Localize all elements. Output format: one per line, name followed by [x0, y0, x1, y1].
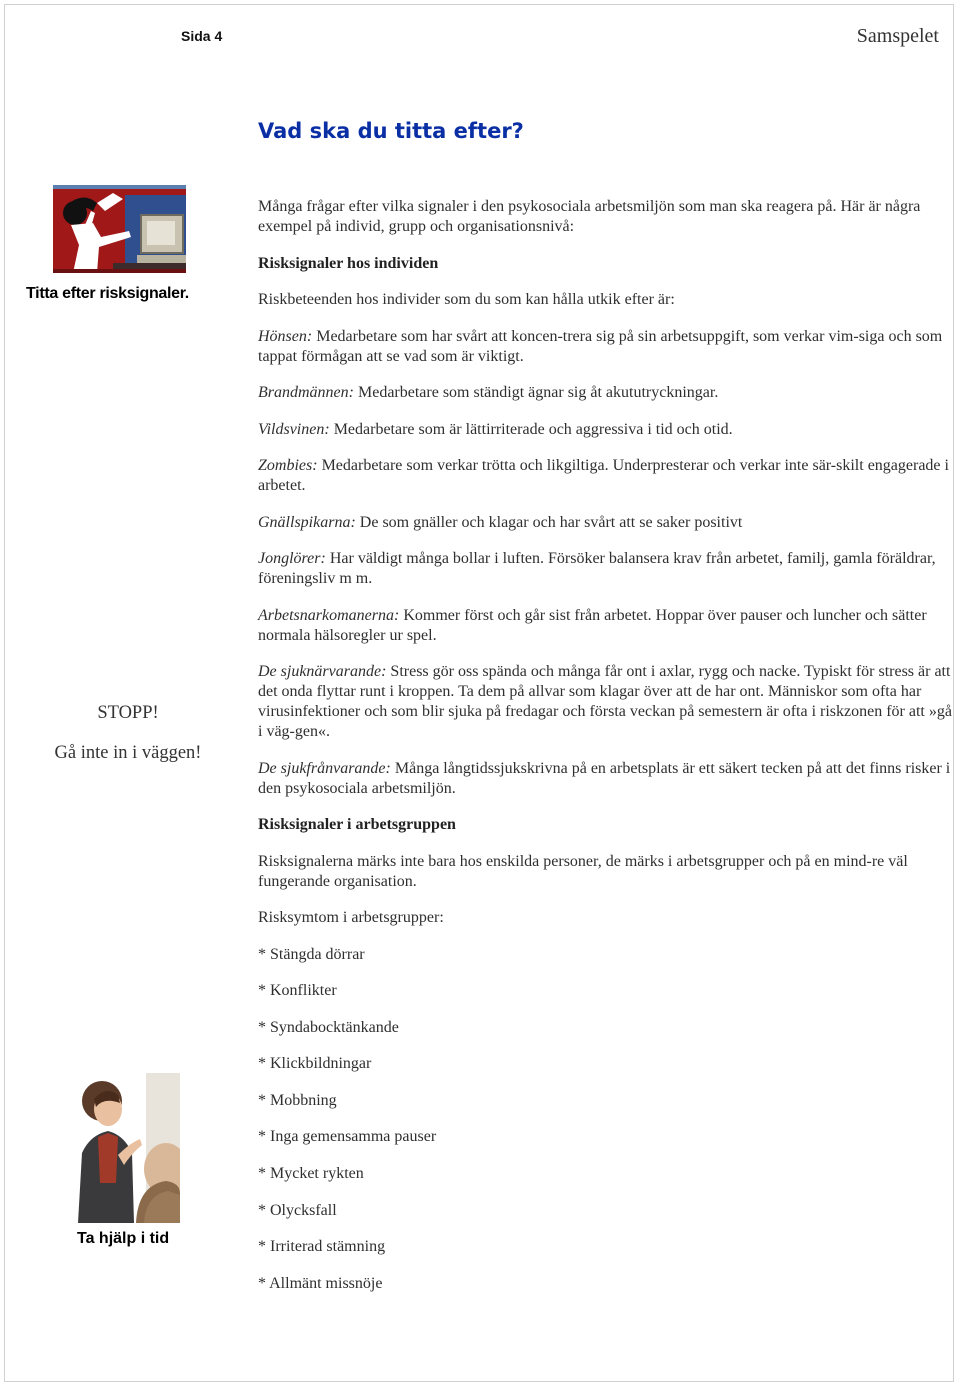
symptom-item: * Allmänt missnöje — [258, 1274, 383, 1292]
risk-term: Zombies: — [258, 457, 318, 474]
page-number: Sida 4 — [181, 28, 223, 44]
risk-description: De som gnäller och klagar och har svårt att se saker positivt — [355, 513, 743, 531]
risk-item — [258, 456, 952, 496]
group-paragraph: Risksignalerna märks inte bara hos enskilda personer, de märks i arbetsgrupper och på en mind-re väl fungerande organisation. — [258, 852, 908, 890]
main-content — [258, 197, 952, 1310]
side-note — [28, 693, 228, 773]
symptom-item: * Olycksfall — [258, 1201, 337, 1219]
risk-term: Vildsvinen: — [258, 420, 330, 438]
risk-term: De sjukfrånvarande: — [258, 759, 391, 777]
symptom-item: * Stängda dörrar — [258, 945, 365, 963]
section-lead-individual: Riskbeteenden hos individer som du som kan hålla utkik efter är: — [258, 291, 675, 308]
risk-item — [258, 513, 952, 533]
risk-item — [258, 549, 952, 589]
risk-item — [258, 759, 952, 799]
section-title-group: Risksignaler i arbetsgruppen — [258, 816, 456, 833]
risk-term: Jonglörer: — [258, 550, 326, 567]
section-title-individual: Risksignaler hos individen — [258, 254, 439, 272]
symptom-item: * Mycket rykten — [258, 1165, 364, 1183]
risk-term: De sjuknärvarande: — [258, 663, 387, 680]
symptom-item: * Inga gemensamma pauser — [258, 1128, 437, 1146]
risk-term: Gnällspikarna: — [258, 513, 356, 531]
risk-term: Brandmännen: — [258, 384, 354, 401]
conversation-photo — [74, 1073, 180, 1223]
risk-description: Medarbetare som har svårt att koncen-trera sig på sin arbetsuppgift, som verkar vim-siga och som tappat förmågan att se vad som är viktigt. — [258, 327, 943, 365]
risk-item — [258, 606, 952, 646]
risk-description: Medarbetare som verkar trötta och likgiltiga. Underpresterar och verkar inte sär-skilt engagerade i arbetet. — [258, 457, 949, 494]
risk-term: Hönsen: — [258, 327, 313, 345]
publication-title: Samspelet — [856, 25, 939, 47]
risk-item — [258, 327, 952, 367]
intro-paragraph: Många frågar efter vilka signaler i den psykosociala arbetsmiljön som man ska reagera på. Här är några exempel på individ, grupp och organisationsnivå: — [258, 198, 921, 235]
risk-description: Har väldigt många bollar i luften. Försöker balansera krav från arbetet, familj, gamla föräldrar, föreningsliv m m. — [258, 550, 936, 587]
symptom-item: * Irriterad stämning — [258, 1238, 386, 1256]
risk-item — [258, 420, 952, 440]
group-lead: Risksymtom i arbetsgrupper: — [258, 909, 444, 926]
page-heading: Vad ska du titta efter? — [258, 119, 524, 143]
symptom-list — [258, 945, 952, 1294]
risk-description: Stress gör oss spända och många får ont i axlar, rygg och nacke. Typiskt för stress är att det onda flyttar runt i kroppen. Ta dem på allvar som klagar över att de har ont. Människor som ofta har virusinfektioner och som blir sjuka på fredagar och första veckan på semestern är ofta i riskzonen för att »gå i väg-gen«. — [258, 663, 952, 740]
risk-description: Medarbetare som är lättirriterade och aggressiva i tid och otid. — [329, 420, 733, 438]
symptom-item: * Syndabocktänkande — [258, 1018, 399, 1036]
symptom-item: * Klickbildningar — [258, 1055, 372, 1073]
risk-term: Arbetsnarkomanerna: — [258, 606, 400, 624]
image-caption-get-help: Ta hjälp i tid — [77, 1230, 170, 1247]
side-note-line2: Gå inte in i väggen! — [54, 743, 202, 763]
symptom-item: * Konflikter — [258, 982, 337, 1000]
symptom-item: * Mobbning — [258, 1091, 337, 1109]
stressed-worker-illustration — [53, 185, 186, 273]
side-note-line1: STOPP! — [97, 703, 159, 723]
risk-description: Många långtidssjukskrivna på en arbetsplats är ett säkert tecken på att det finns risker i den psykosociala arbetsmiljön. — [258, 759, 951, 797]
risk-item — [258, 662, 952, 742]
image-caption-risk-signals: Titta efter risksignaler. — [26, 285, 189, 302]
risk-item — [258, 383, 952, 403]
risk-description: Kommer först och går sist från arbetet. Hoppar över pauser och luncher och sätter normala hälsoregler ur spel. — [258, 606, 927, 644]
risk-description: Medarbetare som ständigt ägnar sig åt akututryckningar. — [353, 384, 719, 401]
